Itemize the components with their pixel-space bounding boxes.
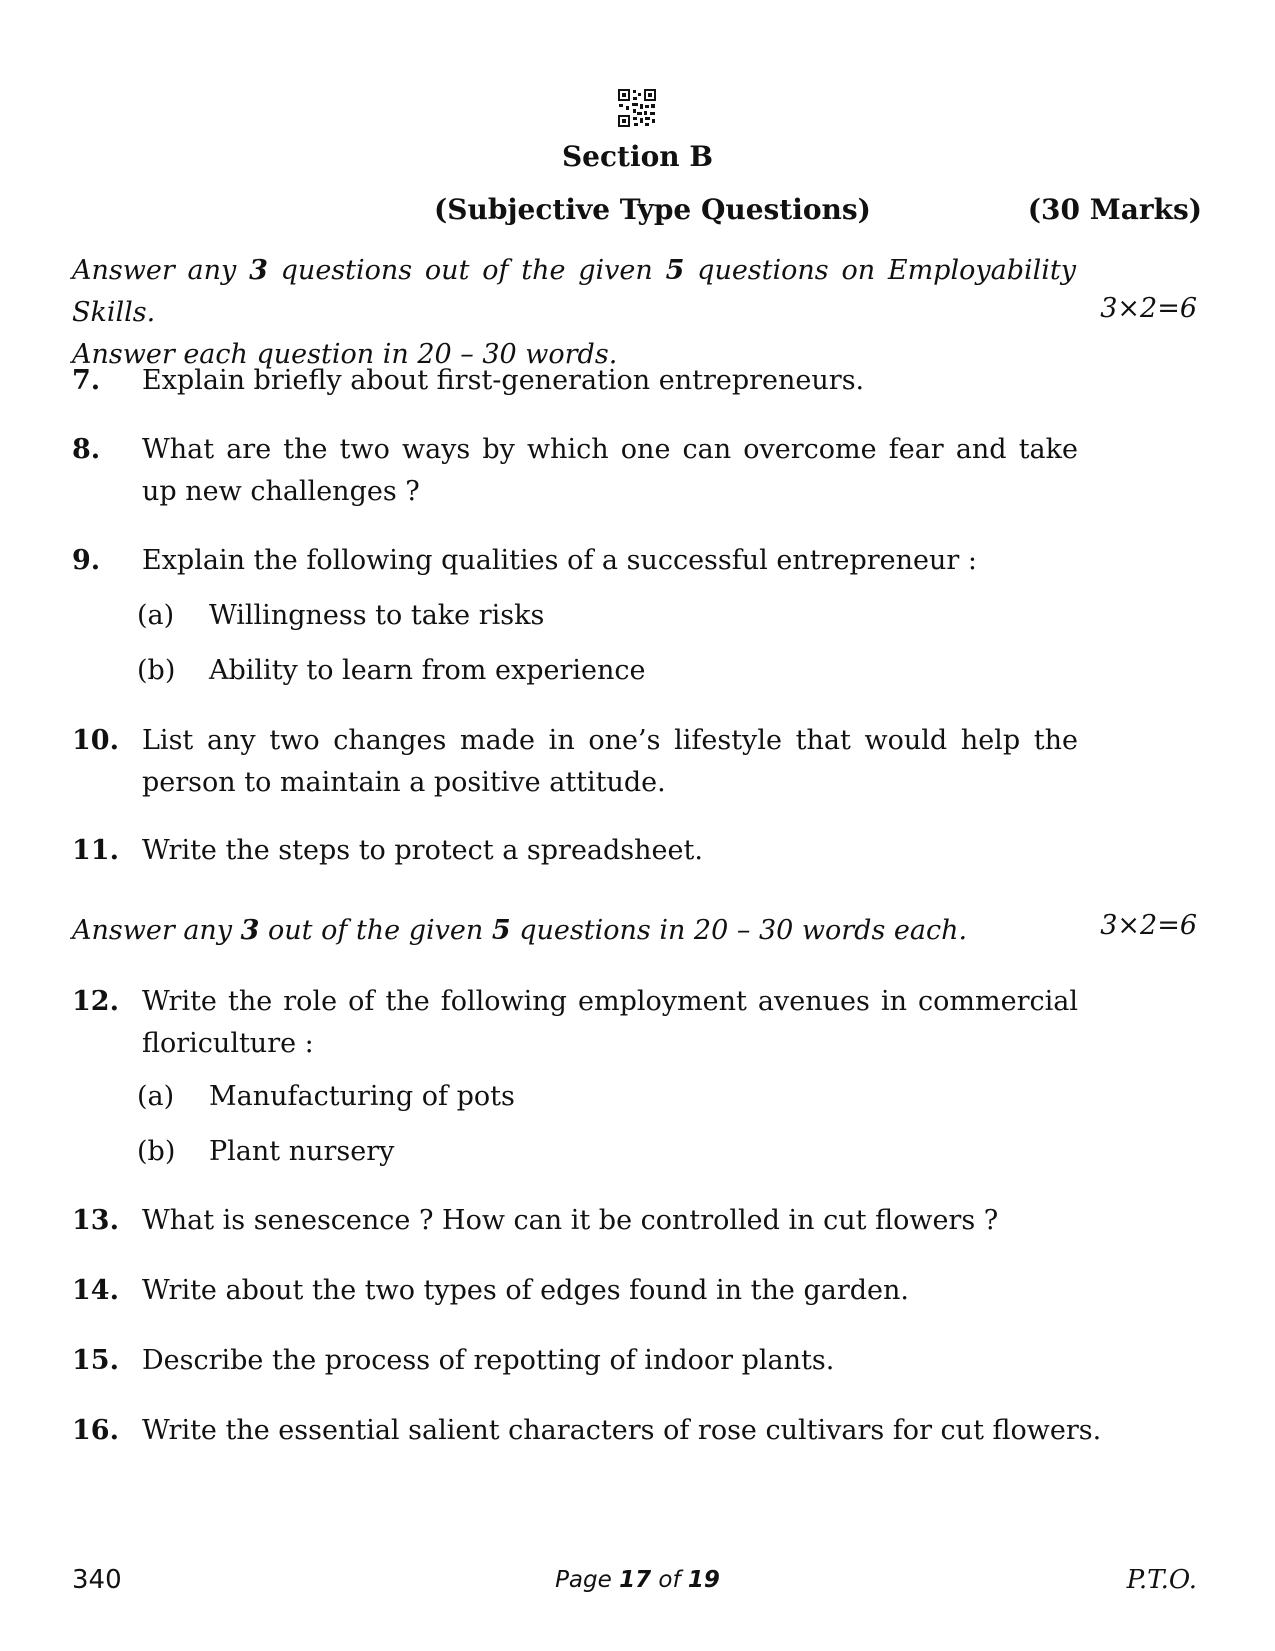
paper-code: 340 [72, 1565, 122, 1595]
question-number: 10. [72, 725, 119, 756]
question-number: 13. [72, 1205, 119, 1236]
question-7 [72, 360, 1132, 402]
question-9 [72, 540, 1132, 582]
sub-label: (a) [137, 600, 175, 631]
instruction-score-2: 3×2=6 [1100, 910, 1197, 941]
question-text: Write the essential salient characters of rose cultivars for cut flowers. [142, 1415, 1102, 1446]
sub-label: (a) [137, 1081, 175, 1112]
sub-question-9b [137, 650, 645, 692]
question-text: Write the steps to protect a spreadsheet. [142, 835, 703, 866]
instruction-line-2: Answer each question in 20 – 30 words. [72, 339, 618, 370]
question-number: 9. [72, 545, 101, 576]
question-10 [72, 720, 1078, 804]
question-8 [72, 429, 1078, 513]
section-title: Section B [561, 140, 714, 173]
question-number: 15. [72, 1345, 119, 1376]
question-14 [72, 1270, 1132, 1312]
question-number: 16. [72, 1415, 119, 1446]
sub-question-9a [137, 595, 544, 637]
question-13 [72, 1200, 1132, 1242]
instruction-line-1: Answer any 3 questions out of the given 5 questions on Employability Skills. [72, 255, 1076, 328]
question-text: List any two changes made in one’s lifestyle that would help the person to maintain a positive attitude. [142, 725, 1078, 798]
question-number: 12. [72, 986, 119, 1017]
question-text: Describe the process of repotting of indoor plants. [142, 1345, 835, 1376]
page-number: Page 17 of 19 [555, 1567, 720, 1593]
sub-question-12a [137, 1076, 515, 1118]
sub-text: Willingness to take risks [209, 600, 545, 631]
question-text: Write the role of the following employment avenues in commercial floriculture : [142, 986, 1078, 1059]
sub-text: Manufacturing of pots [209, 1081, 515, 1112]
question-11 [72, 830, 1132, 872]
sub-label: (b) [137, 1136, 176, 1167]
question-number: 8. [72, 434, 101, 465]
question-text: Explain briefly about first-generation entrepreneurs. [142, 365, 865, 396]
question-text: What is senescence ? How can it be controlled in cut flowers ? [142, 1205, 999, 1236]
sub-text: Plant nursery [209, 1136, 395, 1167]
question-12 [72, 981, 1078, 1065]
question-number: 11. [72, 835, 119, 866]
pto-label: P.T.O. [1126, 1565, 1197, 1595]
question-text: Write about the two types of edges found in the garden. [142, 1275, 909, 1306]
instructions-employability [72, 250, 1202, 376]
instruction-score-1: 3×2=6 [1100, 293, 1197, 324]
sub-question-12b [137, 1131, 394, 1173]
sub-label: (b) [137, 655, 176, 686]
qr-code-icon [617, 88, 657, 128]
instructions-subject: Answer any 3 out of the given 5 questions in 20 – 30 words each. [72, 915, 968, 946]
section-marks: (30 Marks) [1027, 193, 1202, 226]
question-number: 14. [72, 1275, 119, 1306]
question-text: What are the two ways by which one can overcome fear and take up new challenges ? [142, 434, 1078, 507]
question-15 [72, 1340, 1132, 1382]
question-number: 7. [72, 365, 101, 396]
question-16 [72, 1410, 1132, 1452]
question-text: Explain the following qualities of a successful entrepreneur : [142, 545, 977, 576]
sub-text: Ability to learn from experience [209, 655, 646, 686]
section-subtitle: (Subjective Type Questions) [434, 193, 871, 226]
